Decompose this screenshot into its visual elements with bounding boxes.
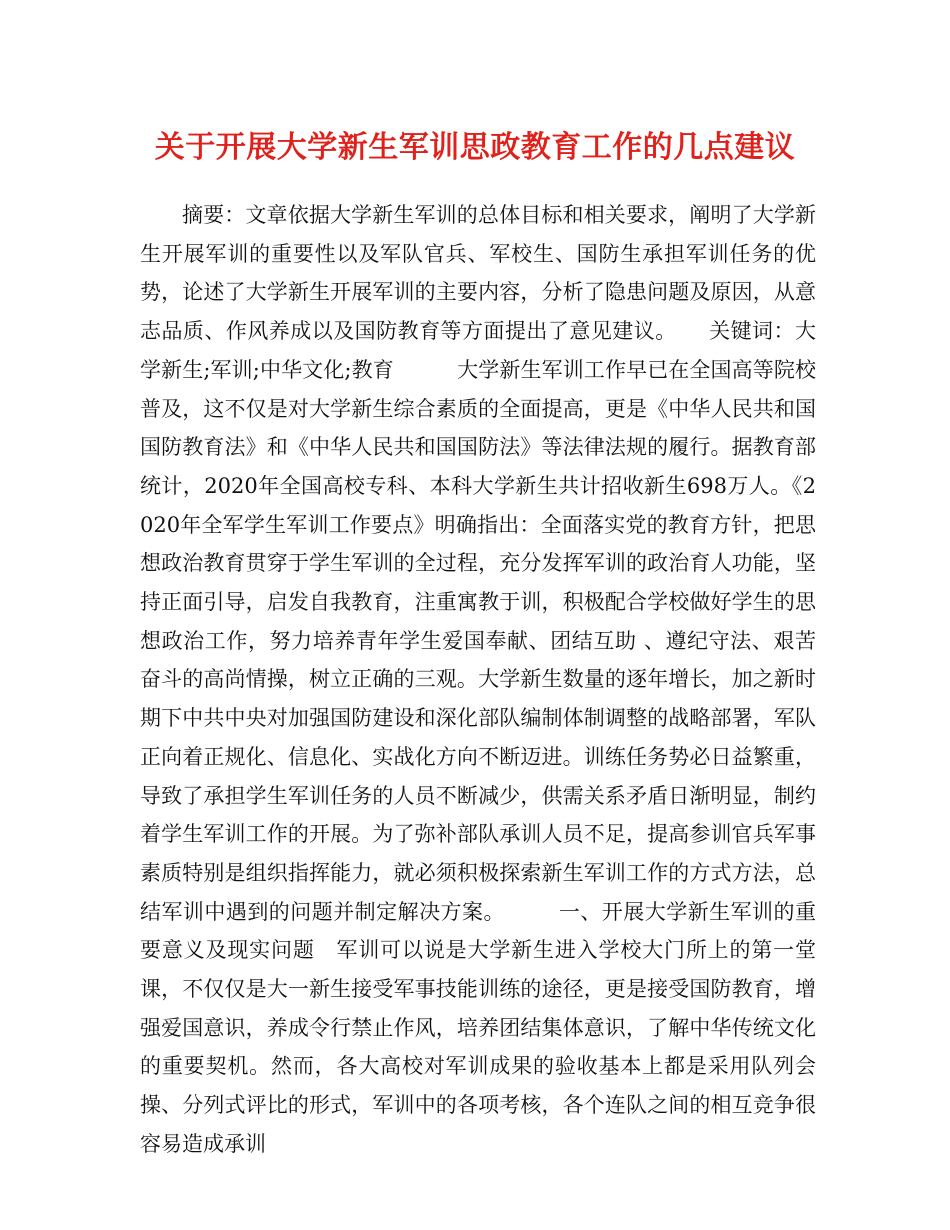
document-body: 摘要：文章依据大学新生军训的总体目标和相关要求，阐明了大学新生开展军训的重要性以及军队官兵、军校生、国防生承担军训任务的优势，论述了大学新生开展军训的主要内容，分析了隐患问题及原因，从意志品质、作风养成以及国防教育等方面提出了意见建议。 关键词：大学新生;军训;中华文化;教育 大学新生军训工作早已在全国高等院校普及，这不仅是对大学新生综合素质的全面提高，更是《中华人民共和国国防教育法》和《中华人民共和国国防法》等法律法规的履行。据教育部统计，2020年全国高校专科、本科大学新生共计招收新生698万人。《2020年全军学生军训工作要点》明确指出：全面落实党的教育方针，把思想政治教育贯穿于学生军训的全过程，充分发挥军训的政治育人功能，坚持正面引导，启发自我教育，注重寓教于训，积极配合学校做好学生的思想政治工作，努力培养青年学生爱国奉献、团结互助 、遵纪守法、艰苦奋斗的高尚情操，树立正确的三观。大学新生数量的逐年增长，加之新时期下中共中央对加强国防建设和深化部队编制体制调整的战略部署，军队正向着正规化、信息化、实战化方向不断迈进。训练任务势必日益繁重，导致了承担学生军训任务的人员不断减少，供需关系矛盾日渐明显，制约着学生军训工作的开展。为了弥补部队承训人员不足，提高参训官兵军事素质特别是组织指挥能力，就必须积极探索新生军训工作的方式方法，总结军训中遇到的问题并制定解决方案。 一、开展大学新生军训的重要意义及现实问题 军训可以说是大学新生进入学校大门所上的第一堂课，不仅仅是大一新生接受军事技能训练的途径，更是接受国防教育，增强爱国意识，养成令行禁止作风，培养团结集体意识，了解中华传统文化的重要契机。然而，各大高校对军训成果的验收基本上都是采用队列会操、分列式评比的形式，军训中的各项考核，各个连队之间的相互竞争很容易造成承训 — [140, 203, 816, 1156]
document-title: 关于开展大学新生军训思政教育工作的几点建议 — [154, 130, 796, 165]
